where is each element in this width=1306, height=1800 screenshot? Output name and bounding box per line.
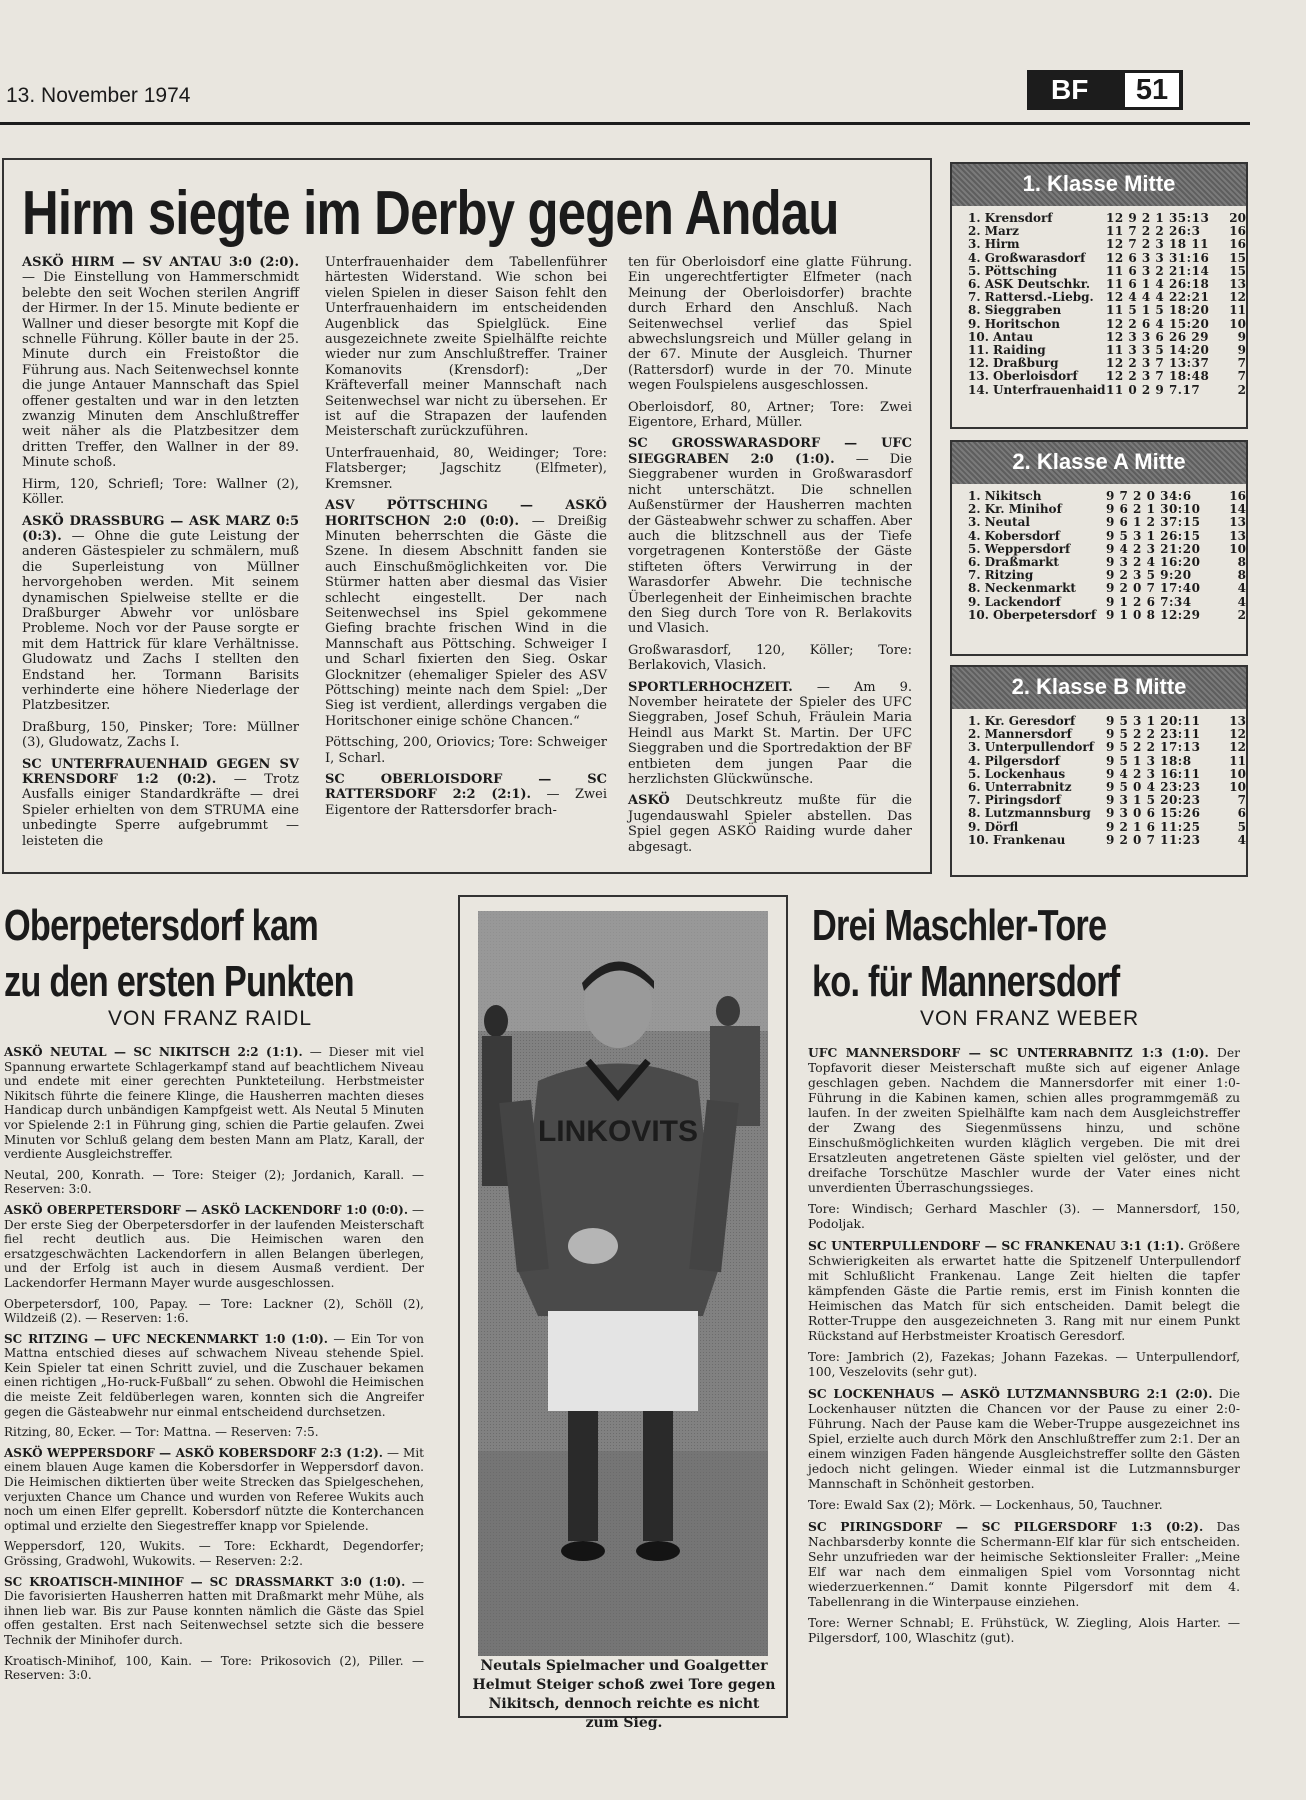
team-points: 11 <box>1229 753 1246 768</box>
table-title-bar <box>952 667 1246 709</box>
match-heading: SC KROATISCH-MINIHOF — SC DRASSMARKT 3:0 (1:0). <box>4 1574 406 1589</box>
paragraph-text: — Ein Tor von Mattna entschied dieses auf schwachem Niveau stehende Spiel. Kein Spieler tat einen Schritt zuviel, und die Zuschauer bekamen einen richtigen „Ho-ruck-Fußball“ zu sehen. Obwohl die Heimischen die meiste Zeit feldüberlegen waren, konnten sich die Angreifer gegen die Gästeabwehr nur einmal entscheidend durchsetzen. <box>4 1331 424 1419</box>
paragraph <box>808 1498 1240 1513</box>
table-row <box>968 821 1246 834</box>
team-name: 8. Lutzmannsburg <box>968 806 1091 821</box>
table-title: 2. Klasse A Mitte <box>1012 449 1186 474</box>
photo-frame <box>458 895 788 1731</box>
table-row <box>968 370 1246 383</box>
team-record: 9 2 1 6 11:25 <box>1106 819 1201 834</box>
paragraph-text: Die Lockenhauser nützten die Chancen vor der Pause zu einer 2:0-Führung. Nach der Pause kam die Weber-Truppe ausgezeichnet ins Spiel, erzielte auch durch Mörk den Anschlußtreffer zum 2:1. Der an einem winzigen Faden hängende Ausgleichstreffer sollte den Gästen jedoch nicht gelingen. Wieder einmal ist die Lutzmannsburger Mannschaft in Schönheit gestorben. <box>808 1387 1240 1491</box>
team-points: 16 <box>1229 237 1246 252</box>
paragraph-text: Großwarasdorf, 120, Köller; Tore: Berlakovich, Vlasich. <box>628 642 912 674</box>
team-points: 15 <box>1229 250 1246 265</box>
paragraph-text: Weppersdorf, 120, Wukits. — Tore: Eckhardt, Degendorfer; Grössing, Gradwohl, Wukowits. — Reserven: 2:2. <box>4 1539 424 1568</box>
team-record: 9 6 1 2 37:15 <box>1106 515 1201 530</box>
paragraph-text: Tore: Ewald Sax (2); Mörk. — Lockenhaus, 50, Tauchner. <box>808 1498 1163 1512</box>
team-points: 12 <box>1229 290 1246 305</box>
standings-table-1-klasse-mitte <box>950 162 1248 429</box>
page-number: 51 <box>1125 73 1179 107</box>
team-name: 10. Frankenau <box>968 832 1066 847</box>
right-headline-line-1: Drei Maschler-Tore <box>812 901 1107 950</box>
team-record: 11 7 2 2 26:3 <box>1106 224 1201 239</box>
team-points: 2 <box>1237 607 1246 622</box>
team-points: 9 <box>1237 343 1246 358</box>
match-heading: ASKÖ DRASSBURG — ASK MARZ 0:5 (0:3). <box>22 513 299 544</box>
paragraph <box>4 1168 424 1197</box>
team-points: 13 <box>1229 277 1246 292</box>
table-title-bar <box>952 442 1246 484</box>
paragraph-text: Unterfrauenhaid, 80, Weidinger; Tore: Flatsberger; Jagschitz (Elfmeter), Kremsner. <box>325 445 607 492</box>
team-name: 2. Mannersdorf <box>968 727 1072 742</box>
paragraph-text: — Zwei Eigentore der Rattersdorfer brach- <box>325 787 607 818</box>
match-heading: ASKÖ HIRM — SV ANTAU 3:0 (2:0). <box>22 255 299 270</box>
team-record: 9 4 2 3 16:11 <box>1106 766 1201 781</box>
paragraph <box>22 477 299 508</box>
paragraph-text: — Die favorisierten Hausherren hatten mit Draßmarkt mehr Mühe, als ihnen lieb war. Bis zur Pause konnten nämlich die Gäste das Spiel offen gestalten. Erst nach Seitenwechsel setzte sich die bessere Technik der Minihofer durch. <box>4 1574 424 1647</box>
match-heading: SC PIRINGSDORF — SC PILGERSDORF 1:3 (0:2). <box>808 1519 1204 1534</box>
standings-table-2-klasse-a-mitte <box>950 440 1248 656</box>
team-record: 9 5 2 2 23:11 <box>1106 727 1201 742</box>
paragraph <box>4 1045 424 1162</box>
paragraph-text: — Mit einem blauen Auge kamen die Kobersdorfer in Weppersdorf davon. Die Heimischen diktierten über weite Strecken das Spielgeschehen, verjuxten Chance um Chance und wurden von Referee Wukits auch noch um einen Elfer geprellt. Kobersdorf nützte die Konterchancen optimal und erzielte den Siegestreffer knapp vor Spielende. <box>4 1445 425 1533</box>
team-points: 15 <box>1229 263 1246 278</box>
paragraph <box>628 400 912 431</box>
team-points: 16 <box>1229 224 1246 239</box>
team-record: 9 1 2 6 7:34 <box>1106 594 1192 609</box>
team-name: 5. Pöttsching <box>968 263 1057 278</box>
team-name: 9. Dörfl <box>968 819 1019 834</box>
team-record: 12 6 3 3 31:16 <box>1106 250 1210 265</box>
paragraph <box>4 1654 424 1683</box>
team-name: 6. Draßmarkt <box>968 555 1059 570</box>
table-title: 2. Klasse B Mitte <box>1011 674 1187 699</box>
paragraph <box>628 643 912 674</box>
table-row <box>968 741 1246 754</box>
team-name: 3. Hirm <box>968 237 1020 252</box>
paragraph <box>4 1425 424 1440</box>
paragraph <box>22 757 299 849</box>
paragraph <box>325 735 607 766</box>
right-headline <box>812 898 1119 1010</box>
team-name: 12. Draßburg <box>968 356 1059 371</box>
team-record: 9 1 0 8 12:29 <box>1106 607 1201 622</box>
paragraph <box>4 1297 424 1326</box>
paragraph-text: Ritzing, 80, Ecker. — Tor: Mattna. — Reserven: 7:5. <box>4 1425 319 1440</box>
left-headline-line-1: Oberpetersdorf kam <box>4 901 319 950</box>
team-points: 8 <box>1237 555 1246 570</box>
paragraph <box>22 720 299 751</box>
team-record: 9 3 0 6 15:26 <box>1106 806 1201 821</box>
issue-date: 13. November 1974 <box>6 84 191 107</box>
table-title: 1. Klasse Mitte <box>1022 171 1176 196</box>
paragraph-text: — Am 9. November heiratete der Spieler des UFC Sieggraben, Josef Schuh, Fräulein Maria Heindl aus Markt St. Martin. Der UFC Sieggraben und die Sportredaktion der BF entbieten dem jungen Paar die herzlichsten Glückwünsche. <box>628 679 912 787</box>
paragraph <box>4 1446 424 1534</box>
team-record: 9 3 2 4 16:20 <box>1106 555 1201 570</box>
paragraph-text: — Trotz Ausfalls einiger Standardkräfte — drei Spieler erhielten von dem STRUMA eine unbedingte Sperre aufgebrummt — leisteten die <box>22 772 299 849</box>
paragraph-text: ten für Oberloisdorf eine glatte Führung. Ein ungerechtfertigter Elfmeter (nach Meinung der Oberloisdorfer) brachte durch Erhard den Anschluß. Nach Seitenwechsel verlief das Spiel abwechslungsreich und Müller gelang in der 67. Minute der Ausgleich. Thurner (Rattersdorf) wurde in der 70. Minute wegen Foulspielens ausgeschlossen. <box>628 255 912 394</box>
paragraph-text: Neutal, 200, Konrath. — Tore: Steiger (2); Jordanich, Karall. — Reserven: 3:0. <box>4 1167 424 1197</box>
match-heading: SC LOCKENHAUS — ASKÖ LUTZMANNSBURG 2:1 (2:0). <box>808 1386 1213 1401</box>
paragraph <box>325 255 607 440</box>
team-name: 4. Pilgersdorf <box>968 753 1060 768</box>
lead-column-3 <box>628 255 912 861</box>
paragraph <box>325 498 607 729</box>
team-points: 5 <box>1237 819 1246 834</box>
paragraph-text: Kroatisch-Minihof, 100, Kain. — Tore: Prikosovich (2), Piller. — Reserven: 3:0. <box>4 1653 424 1683</box>
team-name: 14. Unterfrauenhaid <box>968 382 1106 397</box>
team-record: 12 3 3 6 26 29 <box>1106 329 1210 344</box>
jersey-lettering: LINKOVITS <box>537 1115 699 1148</box>
table-row <box>968 238 1246 251</box>
header-rule <box>0 122 1250 125</box>
team-points: 13 <box>1229 528 1246 543</box>
team-record: 9 2 0 7 11:23 <box>1106 832 1201 847</box>
team-name: 9. Horitschon <box>968 316 1060 331</box>
lead-headline: Hirm siegte im Derby gegen Andau <box>22 179 839 248</box>
team-record: 12 2 6 4 15:20 <box>1106 316 1210 331</box>
paragraph <box>4 1539 424 1568</box>
team-points: 14 <box>1229 502 1246 517</box>
paragraph <box>628 436 912 636</box>
table-title-bar <box>952 164 1246 206</box>
paragraph-text: Unterfrauenhaider dem Tabellenführer härtesten Widerstand. Wie schon bei vielen Spielen in dieser Saison fehlt den Unterfrauenhaidern im entscheidenden Augenblick das Spielglück. Eine ausgezeichnete zweite Spielhälfte reichte wieder nur zum Anschlußtreffer. Trainer Komanovits (Krensdorf): „Der Kräfteverfall meiner Mannschaft nach Seitenwechsel war nicht zu übersehen. Er ist auf die Strapazen der laufenden Meisterschaft zurückzuführen. <box>325 255 607 440</box>
team-record: 9 5 1 3 18:8 <box>1106 753 1192 768</box>
team-record: 11 3 3 5 14:20 <box>1106 343 1210 358</box>
team-name: 2. Kr. Minihof <box>968 502 1062 517</box>
team-record: 9 5 3 1 20:11 <box>1106 714 1201 728</box>
paragraph-text: Oberloisdorf, 80, Artner; Tore: Zwei Eigentore, Erhard, Müller. <box>628 399 912 431</box>
team-points: 10 <box>1229 316 1246 331</box>
team-name: 7. Ritzing <box>968 568 1034 583</box>
match-heading: ASV PÖTTSCHING — ASKÖ HORITSCHON 2:0 (0:0). <box>325 498 607 529</box>
table-row <box>968 318 1246 331</box>
standings-rows <box>968 715 1246 847</box>
team-points: 10 <box>1229 541 1246 556</box>
table-row <box>968 609 1246 622</box>
table-row <box>968 530 1246 543</box>
table-row <box>968 252 1246 265</box>
left-headline-line-2: zu den ersten Punkten <box>4 957 354 1006</box>
team-record: 11 0 2 9 7.17 <box>1106 382 1201 397</box>
left-byline: VON FRANZ RAIDL <box>108 1007 313 1030</box>
team-name: 7. Piringsdorf <box>968 793 1061 808</box>
team-record: 9 5 0 4 23:23 <box>1106 780 1201 795</box>
team-points: 7 <box>1237 793 1246 808</box>
team-record: 9 7 2 0 34:6 <box>1106 489 1192 503</box>
team-name: 9. Lackendorf <box>968 594 1061 609</box>
paragraph <box>808 1202 1240 1232</box>
team-record: 12 4 4 4 22:21 <box>1106 290 1210 305</box>
lead-column-2 <box>325 255 607 824</box>
paragraph <box>325 772 607 818</box>
match-heading: ASKÖ NEUTAL — SC NIKITSCH 2:2 (1:1). <box>4 1045 303 1059</box>
team-name: 7. Rattersd.-Liebg. <box>968 290 1094 305</box>
paragraph-text: Der Topfavorit dieser Meisterschaft mußte sich auf eigener Anlage geschlagen geben. Nachdem die Mannersdorfer mit einer 1:0-Führung in die Kabinen kamen, schien alles programmgemäß zu laufen. In der zweiten Spielhälfte kam nach dem Ausgleichstreffer der Zwang des Siegenmüssens hinzu, und schöne Einschußmöglichkeiten wurden kläglich vergeben. Die mit drei Ersatzleuten angetretenen Gäste spielten viel gelöster, und der dreifache Torschütze Maschler wurde der Vater eines nicht unverdienten Überraschungssieges. <box>808 1046 1240 1195</box>
team-record: 9 4 2 3 21:20 <box>1106 541 1201 556</box>
team-points: 4 <box>1237 594 1246 609</box>
team-points: 2 <box>1237 382 1246 397</box>
match-heading: SC OBERLOISDORF — SC RATTERSDORF 2:2 (2:1). <box>325 772 607 803</box>
left-article-body <box>4 1045 424 1689</box>
team-name: 5. Lockenhaus <box>968 766 1066 781</box>
paragraph-text: Pöttsching, 200, Oriovics; Tore: Schweiger I, Scharl. <box>325 735 607 766</box>
table-row <box>968 516 1246 529</box>
paragraph-text: Hirm, 120, Schriefl; Tore: Wallner (2), Köller. <box>22 476 299 508</box>
team-record: 9 5 2 2 17:13 <box>1106 740 1201 755</box>
team-name: 3. Neutal <box>968 515 1030 530</box>
team-points: 10 <box>1229 766 1246 781</box>
table-row <box>968 755 1246 768</box>
team-record: 11 6 1 4 26:18 <box>1106 277 1210 292</box>
team-name: 6. ASK Deutschkr. <box>968 277 1091 292</box>
team-record: 9 5 3 1 26:15 <box>1106 528 1201 543</box>
match-heading: ASKÖ OBERPETERSDORF — ASKÖ LACKENDORF 1:0 (0:0). <box>4 1202 409 1217</box>
paragraph-text: — Die Sieggrabener wurden in Großwarasdorf nicht unterschätzt. Die schnellen Außenstürmer der Hausherren machten der Gästeabwehr schwer zu schaffen. Aber auch die blitzschnell aus der Tiefe vorgetragenen Konterstöße der Gäste stifteten öfters Verwirrung in der Warasdorfer Abwehr. Die technische Überlegenheit der Einheimischen brachte den Sieg durch Tore von R. Berlakovits und Vlasich. <box>628 451 912 637</box>
table-row <box>968 384 1246 397</box>
paragraph-text: Tore: Werner Schnabl; E. Frühstück, W. Ziegling, Alois Harter. — Pilgersdorf, 100, Wlaschitz (gut). <box>808 1616 1240 1645</box>
team-points: 16 <box>1229 489 1246 503</box>
paragraph-text: — Dreißig Minuten beherrschten die Gäste die Szene. In diesem Abschnitt fanden sie auch Einschußmöglichkeiten vor. Die Stürmer hatten aber diesmal das Visier schlecht eingestellt. Der nach Seitenwechsel ins Spiel gekommene Giefing brachte frischen Wind in die Mannschaft aus Pöttsching. Schweiger I und Scharl fixierten den Sieg. Oskar Glocknitzer (ehemaliger Spieler des ASV Pöttsching) meinte nach dem Spiel: „Der Sieg ist verdient, allerdings vergaben die Horitschoner einige schöne Chancen.“ <box>325 513 607 729</box>
paragraph <box>628 255 912 394</box>
team-record: 9 2 3 5 9:20 <box>1106 568 1192 583</box>
paragraph-text: Draßburg, 150, Pinsker; Tore: Müllner (3), Gludowatz, Zachs I. <box>22 719 299 751</box>
team-record: 12 2 3 7 18:48 <box>1106 369 1210 384</box>
match-heading: ASKÖ <box>628 793 670 809</box>
paragraph <box>4 1575 424 1648</box>
match-heading: ASKÖ WEPPERSDORF — ASKÖ KOBERSDORF 2:3 (1:2). <box>4 1445 383 1460</box>
team-name: 13. Oberloisdorf <box>968 369 1078 384</box>
paragraph <box>4 1203 424 1291</box>
paragraph <box>808 1616 1240 1646</box>
team-points: 7 <box>1237 356 1246 371</box>
photo-caption: Neutals Spielmacher und Goalgetter Helmut Steiger schoß zwei Tore gegen Nikitsch, dennoch reichte es nicht zum Sieg. <box>472 1658 776 1731</box>
team-name: 10. Oberpetersdorf <box>968 607 1097 622</box>
standings-table-2-klasse-b-mitte <box>950 665 1248 877</box>
team-record: 9 3 1 5 20:23 <box>1106 793 1201 808</box>
section-badge <box>1027 70 1183 110</box>
table-row <box>968 807 1246 820</box>
team-record: 9 2 0 7 17:40 <box>1106 581 1201 596</box>
lead-column-1 <box>22 255 299 855</box>
match-heading: UFC MANNERSDORF — SC UNTERRABNITZ 1:3 (1:0). <box>808 1045 1209 1060</box>
team-points: 12 <box>1229 740 1246 755</box>
paragraph <box>325 446 607 492</box>
team-points: 7 <box>1237 369 1246 384</box>
paragraph <box>808 1350 1240 1380</box>
team-points: 12 <box>1229 727 1246 742</box>
team-record: 11 6 3 2 21:14 <box>1106 263 1210 278</box>
team-name: 3. Unterpullendorf <box>968 740 1094 755</box>
paragraph-text: — Die Einstellung von Hammerschmidt belebte den seit Wochen sterilen Angriff der Hirmer. In der 15. Minute bediente er Wallner und dieser besorgte mit Kopf die schnelle Führung. Köller baute in der 25. Minute durch ein Freistoßtor die Führung aus. Nach Seitenwechsel konnte die junge Antauer Mannschaft das Spiel offener gestalten und war in den letzten zwanzig Minuten dem Anschlußtreffer weit näher als die Platzbesitzer dem dritten Treffer, den Wallner in der 89. Minute schoß. <box>22 270 299 471</box>
paragraph <box>22 514 299 714</box>
paragraph <box>808 1519 1240 1610</box>
paragraph-text: — Der erste Sieg der Oberpetersdorfer in der laufenden Meisterschaft fiel recht deutlich aus. Die Heimischen waren den ersatzgeschwächten Lackendorfern in allen Belangen überlegen, und der Erfolg ist auch in diesem Ausmaß verdient. Der Lackendorfer Hermann Mayer wurde ausgeschlossen. <box>4 1202 424 1290</box>
paragraph-text: Oberpetersdorf, 100, Papay. — Tore: Lackner (2), Schöll (2), Wildzeiß (2). — Reserven: 1:6. <box>4 1296 424 1326</box>
paragraph <box>808 1045 1240 1196</box>
team-name: 1. Kr. Geresdorf <box>968 714 1076 728</box>
paragraph-text: Das Nachbarsderby konnte die Schermann-Elf klar für sich entscheiden. Sehr unzufrieden war der heimische Sektionsleiter Fraller: „Meine Elf war nach dem einmaligen Spiel vom Vorsonntag nicht wiederzuerkennen.“ Damit konnte Pilgersdorf mit dem 4. Tabellenrang in die Winterpause einziehen. <box>808 1520 1240 1609</box>
team-record: 12 7 2 3 18 11 <box>1106 237 1210 252</box>
table-row <box>968 834 1246 847</box>
paragraph <box>808 1238 1240 1344</box>
team-record: 11 5 1 5 18:20 <box>1106 303 1210 318</box>
left-headline <box>4 898 354 1010</box>
paragraph-text: — Dieser mit viel Spannung erwartete Schlagerkampf stand auf beachtlichem Niveau und endete mit einer gerechten Punkteteilung. Herbstmeister Nikitsch führte die feinere Klinge, die Hausherren machten dieses Handicap durch unbändigen Kampfgeist wett. Als Neutal 5 Minuten vor Spielende 2:1 in Führung ging, schien die Partie gelaufen. Zwei Minuten vor Schluß gelang dem besten Mann am Platz, Karall, der verdiente Ausgleichstreffer. <box>4 1045 424 1162</box>
player-photo <box>478 911 768 1656</box>
team-name: 1. Nikitsch <box>968 489 1042 503</box>
team-points: 13 <box>1229 714 1246 728</box>
team-name: 10. Antau <box>968 329 1034 344</box>
team-name: 8. Neckenmarkt <box>968 581 1076 596</box>
paragraph <box>628 680 912 788</box>
team-record: 12 2 3 7 13:37 <box>1106 356 1210 371</box>
team-record: 9 6 2 1 30:10 <box>1106 502 1201 517</box>
paragraph-text: Tore: Jambrich (2), Fazekas; Johann Fazekas. — Unterpullendorf, 100, Veszelovits (sehr gut). <box>808 1350 1240 1379</box>
match-heading: SC UNTERPULLENDORF — SC FRANKENAU 3:1 (1:1). <box>808 1238 1185 1253</box>
paragraph <box>22 255 299 471</box>
paragraph-text: Größere Schwierigkeiten als erwartet hatte die Spitzenelf Unterpullendorf mit Schlußlicht Frankenau. Lange Zeit hielten die tapfer kämpfenden Gäste die Partie remis, erst im Finish konnten die Heimischen das Match für sich entscheiden. Damit belegt die Rotter-Truppe den ausgezeichneten 3. Rang mit nur einem Punkt Rückstand auf Herbstmeister Kroatisch Geresdorf. <box>808 1239 1240 1343</box>
standings-rows <box>968 212 1246 397</box>
team-points: 13 <box>1229 515 1246 530</box>
paragraph-text: — Ohne die gute Leistung der anderen Gästespieler zu schmälern, muß die Superleistung von Müllner hervorgehoben werden. Mit seinem dynamischen Spielweise stellte er die Draßburger Abwehr vor unlösbare Probleme. Noch vor der Pause sorgte er mit dem Hattrick für klare Verhältnisse. Gludowatz und Zachs I stellten den Endstand her. Tormann Barisits verhinderte eine höhere Niederlage der Platzbesitzer. <box>22 528 299 714</box>
right-article-body <box>808 1045 1240 1652</box>
team-points: 6 <box>1237 806 1246 821</box>
team-name: 5. Weppersdorf <box>968 541 1071 556</box>
standings-rows <box>968 490 1246 622</box>
paragraph <box>4 1332 424 1420</box>
team-points: 11 <box>1229 303 1246 318</box>
team-points: 8 <box>1237 568 1246 583</box>
team-name: 8. Sieggraben <box>968 303 1062 318</box>
match-heading: SPORTLERHOCHZEIT. <box>628 679 793 695</box>
team-name: 1. Krensdorf <box>968 211 1053 225</box>
team-name: 4. Kobersdorf <box>968 528 1060 543</box>
team-points: 10 <box>1229 780 1246 795</box>
team-name: 2. Marz <box>968 224 1019 239</box>
team-points: 4 <box>1237 832 1246 847</box>
team-record: 12 9 2 1 35:13 <box>1106 211 1210 225</box>
section-label: BF <box>1051 74 1089 105</box>
match-heading: SC UNTERFRAUENHAID GEGEN SV KRENSDORF 1:2 (0:2). <box>22 756 299 787</box>
team-name: 4. Großwarasdorf <box>968 250 1086 265</box>
right-headline-line-2: ko. für Mannersdorf <box>812 957 1120 1006</box>
paragraph <box>628 793 912 855</box>
team-points: 4 <box>1237 581 1246 596</box>
paragraph-text: Deutschkreutz mußte für die Jugendauswahl Spieler abstellen. Das Spiel gegen ASKÖ Raiding wurde daher abgesagt. <box>628 793 912 855</box>
team-name: 6. Unterrabnitz <box>968 780 1072 795</box>
table-row <box>968 596 1246 609</box>
match-heading: SC RITZING — UFC NECKENMARKT 1:0 (1:0). <box>4 1331 328 1346</box>
paragraph-text: Tore: Windisch; Gerhard Maschler (3). — Mannersdorf, 150, Podoljak. <box>808 1202 1240 1231</box>
team-points: 20 <box>1229 211 1246 225</box>
match-heading: SC GROSSWARASDORF — UFC SIEGGRABEN 2:0 (1:0). <box>628 436 912 467</box>
paragraph <box>808 1386 1240 1492</box>
table-row <box>968 304 1246 317</box>
table-row <box>968 582 1246 595</box>
team-name: 11. Raiding <box>968 343 1046 358</box>
right-byline: VON FRANZ WEBER <box>920 1007 1140 1030</box>
team-points: 9 <box>1237 329 1246 344</box>
